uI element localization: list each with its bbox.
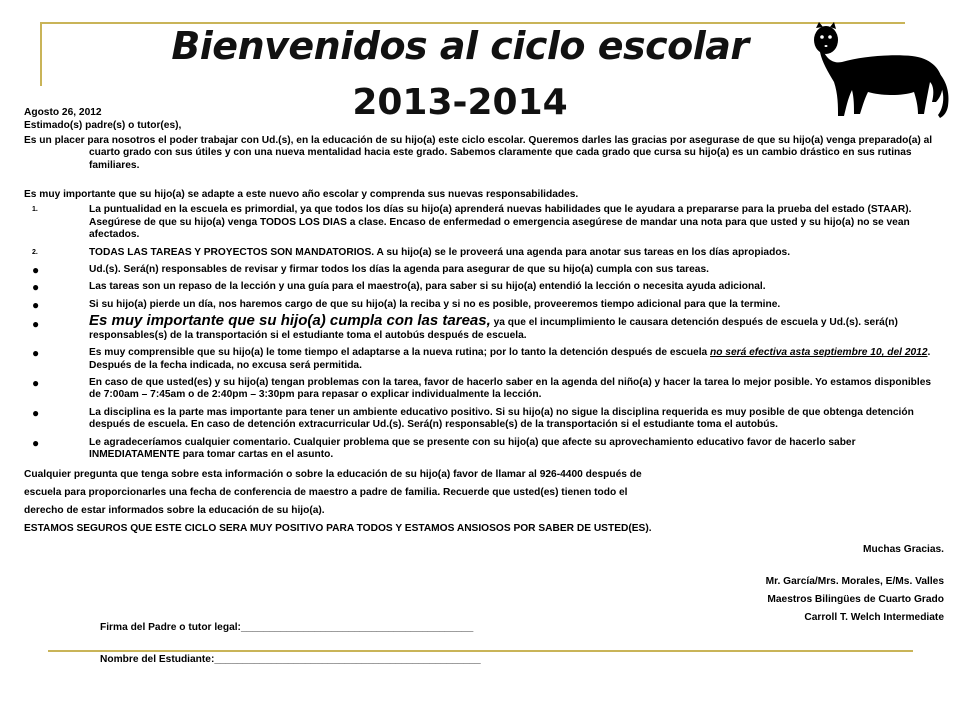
letter-date: Agosto 26, 2012 [24, 107, 102, 118]
signature-line: Maestros Bilingües de Cuarto Grado [767, 593, 944, 605]
letter-body [24, 107, 944, 667]
signature-line: Mr. García/Mrs. Morales, E/Ms. Valles [765, 575, 944, 587]
contact-section [24, 466, 944, 538]
signature-block [24, 573, 944, 627]
list-item: 1. La puntualidad en la escuela es primordial, ya que todos los días su hijo(a) aprenderá nuevas habilidades que le ayudara a prepararse para la prueba del estado (STAAR). Asegúrese de que su hijo(a) venga TODOS LOS DIAS a clase. Encaso de enfermedad o emergencia asegúrese de mandar una nota para que usted y su hijo(a) no se vean afectados. [32, 204, 912, 241]
contact-line: escuela para proporcionarles una fecha de conferencia de maestro a padre de familia. Recuerde que usted(es) tienen todo el [24, 487, 628, 499]
closing: Muchas Gracias. [863, 544, 944, 556]
list-item: 2. TODAS LAS TAREAS Y PROYECTOS SON MANDATORIOS. A su hijo(a) se le proveerá una agenda para anotar sus tareas en los días apropiados. [32, 246, 791, 258]
school-year: 2013-2014 [352, 82, 568, 123]
list-item-routine: ● Es muy comprensible que su hijo(a) le tome tiempo el adaptarse a la nueva rutina; por lo tanto la detención después de escuela no será efectiva asta septiembre 10, del 2012. Después de la fecha indicada, no excusa será permitida. [32, 346, 931, 371]
item-list [24, 204, 944, 461]
student-name-field[interactable]: Nombre del Estudiante:_______________________________________________ [100, 654, 481, 666]
list-item: ● En caso de que usted(es) y su hijo(a) tengan problemas con la tarea, favor de hacerlo saber en la agenda del niño(a) y hacer la tarea lo mejor posible. Yo estamos disponibles de 7:00am – 7:45am o de 2:40pm – 3:30pm para repasar o explicar individualmente la lección. [32, 375, 932, 401]
list-item: ● Ud.(s). Será(n) responsables de revisar y firmar todos los días la agenda para asegurar de que su hijo(a) cumpla con sus tareas. [32, 263, 709, 278]
signature-line: Carroll T. Welch Intermediate [804, 611, 944, 623]
list-item: ● Le agradeceríamos cualquier comentario. Cualquier problema que se presente con su hijo(a) que afecte su aprovechamiento educativo favor de hacerlo saber INMEDIATAMENTE para tomar cartas en el asunto. [32, 435, 856, 460]
important-paragraph: Es muy importante que su hijo(a) se adapte a este nuevo año escolar y comprenda sus nuevas responsabilidades. [24, 189, 579, 201]
salutation: Estimado(s) padre(s) o tutor(es), [24, 120, 182, 132]
intro-paragraph: Es un placer para nosotros el poder trabajar con Ud.(s), en la educación de su hijo(a) este ciclo escolar. Queremos darles las gracias por asegurase de que su hijo(a) venga preparado(a) al cuarto grado con sus útiles y con una nueva mentalidad hacia este grado. Sabemos claramente que cada grado que cursa su hijo(a) es un cambio drástico en sus rutinas familiares. [24, 134, 933, 171]
contact-line: Cualquier pregunta que tenga sobre esta información o sobre la educación de su hijo(a) favor de llamar al 926-4400 después de [24, 469, 642, 481]
list-item: ● La disciplina es la parte mas importante para tener un ambiente educativo positivo. Si su hijo(a) no sigue la disciplina requerida es muy posible de que obtenga detención después de escuela. En caso de detención extracurricular Ud.(s). Será(n) responsable(s) de la transportación si el estudiante toma el autobús. [32, 405, 914, 431]
list-item: ● Si su hijo(a) pierde un día, nos haremos cargo de que su hijo(a) la reciba y si no es posible, proveeremos tiempo adicional para que la termine. [32, 297, 781, 312]
contact-line: derecho de estar informados sobre la educación de su hijo(a). [24, 505, 325, 517]
page-title: Bienvenidos al ciclo escolar [171, 24, 749, 68]
list-item-homework: ● Es muy importante que su hijo(a) cumpla con las tareas, ya que el incumplimiento le causara detención después de escuela y Ud.(s). será(n) responsables(s) de la transportación si el estudiante toma el autobús después de escuela. [32, 312, 898, 341]
list-item: ● Las tareas son un repaso de la lección y una guía para el maestro(a), para saber si su hijo(a) entendió la lección o necesita ayuda adicional. [32, 280, 766, 295]
parent-signature-field[interactable]: Firma del Padre o tutor legal:_________________________________________ [100, 621, 474, 633]
contact-line: ESTAMOS SEGUROS QUE ESTE CICLO SERA MUY POSITIVO PARA TODOS Y ESTAMOS ANSIOSOS POR SABER DE USTED(ES). [24, 523, 652, 535]
